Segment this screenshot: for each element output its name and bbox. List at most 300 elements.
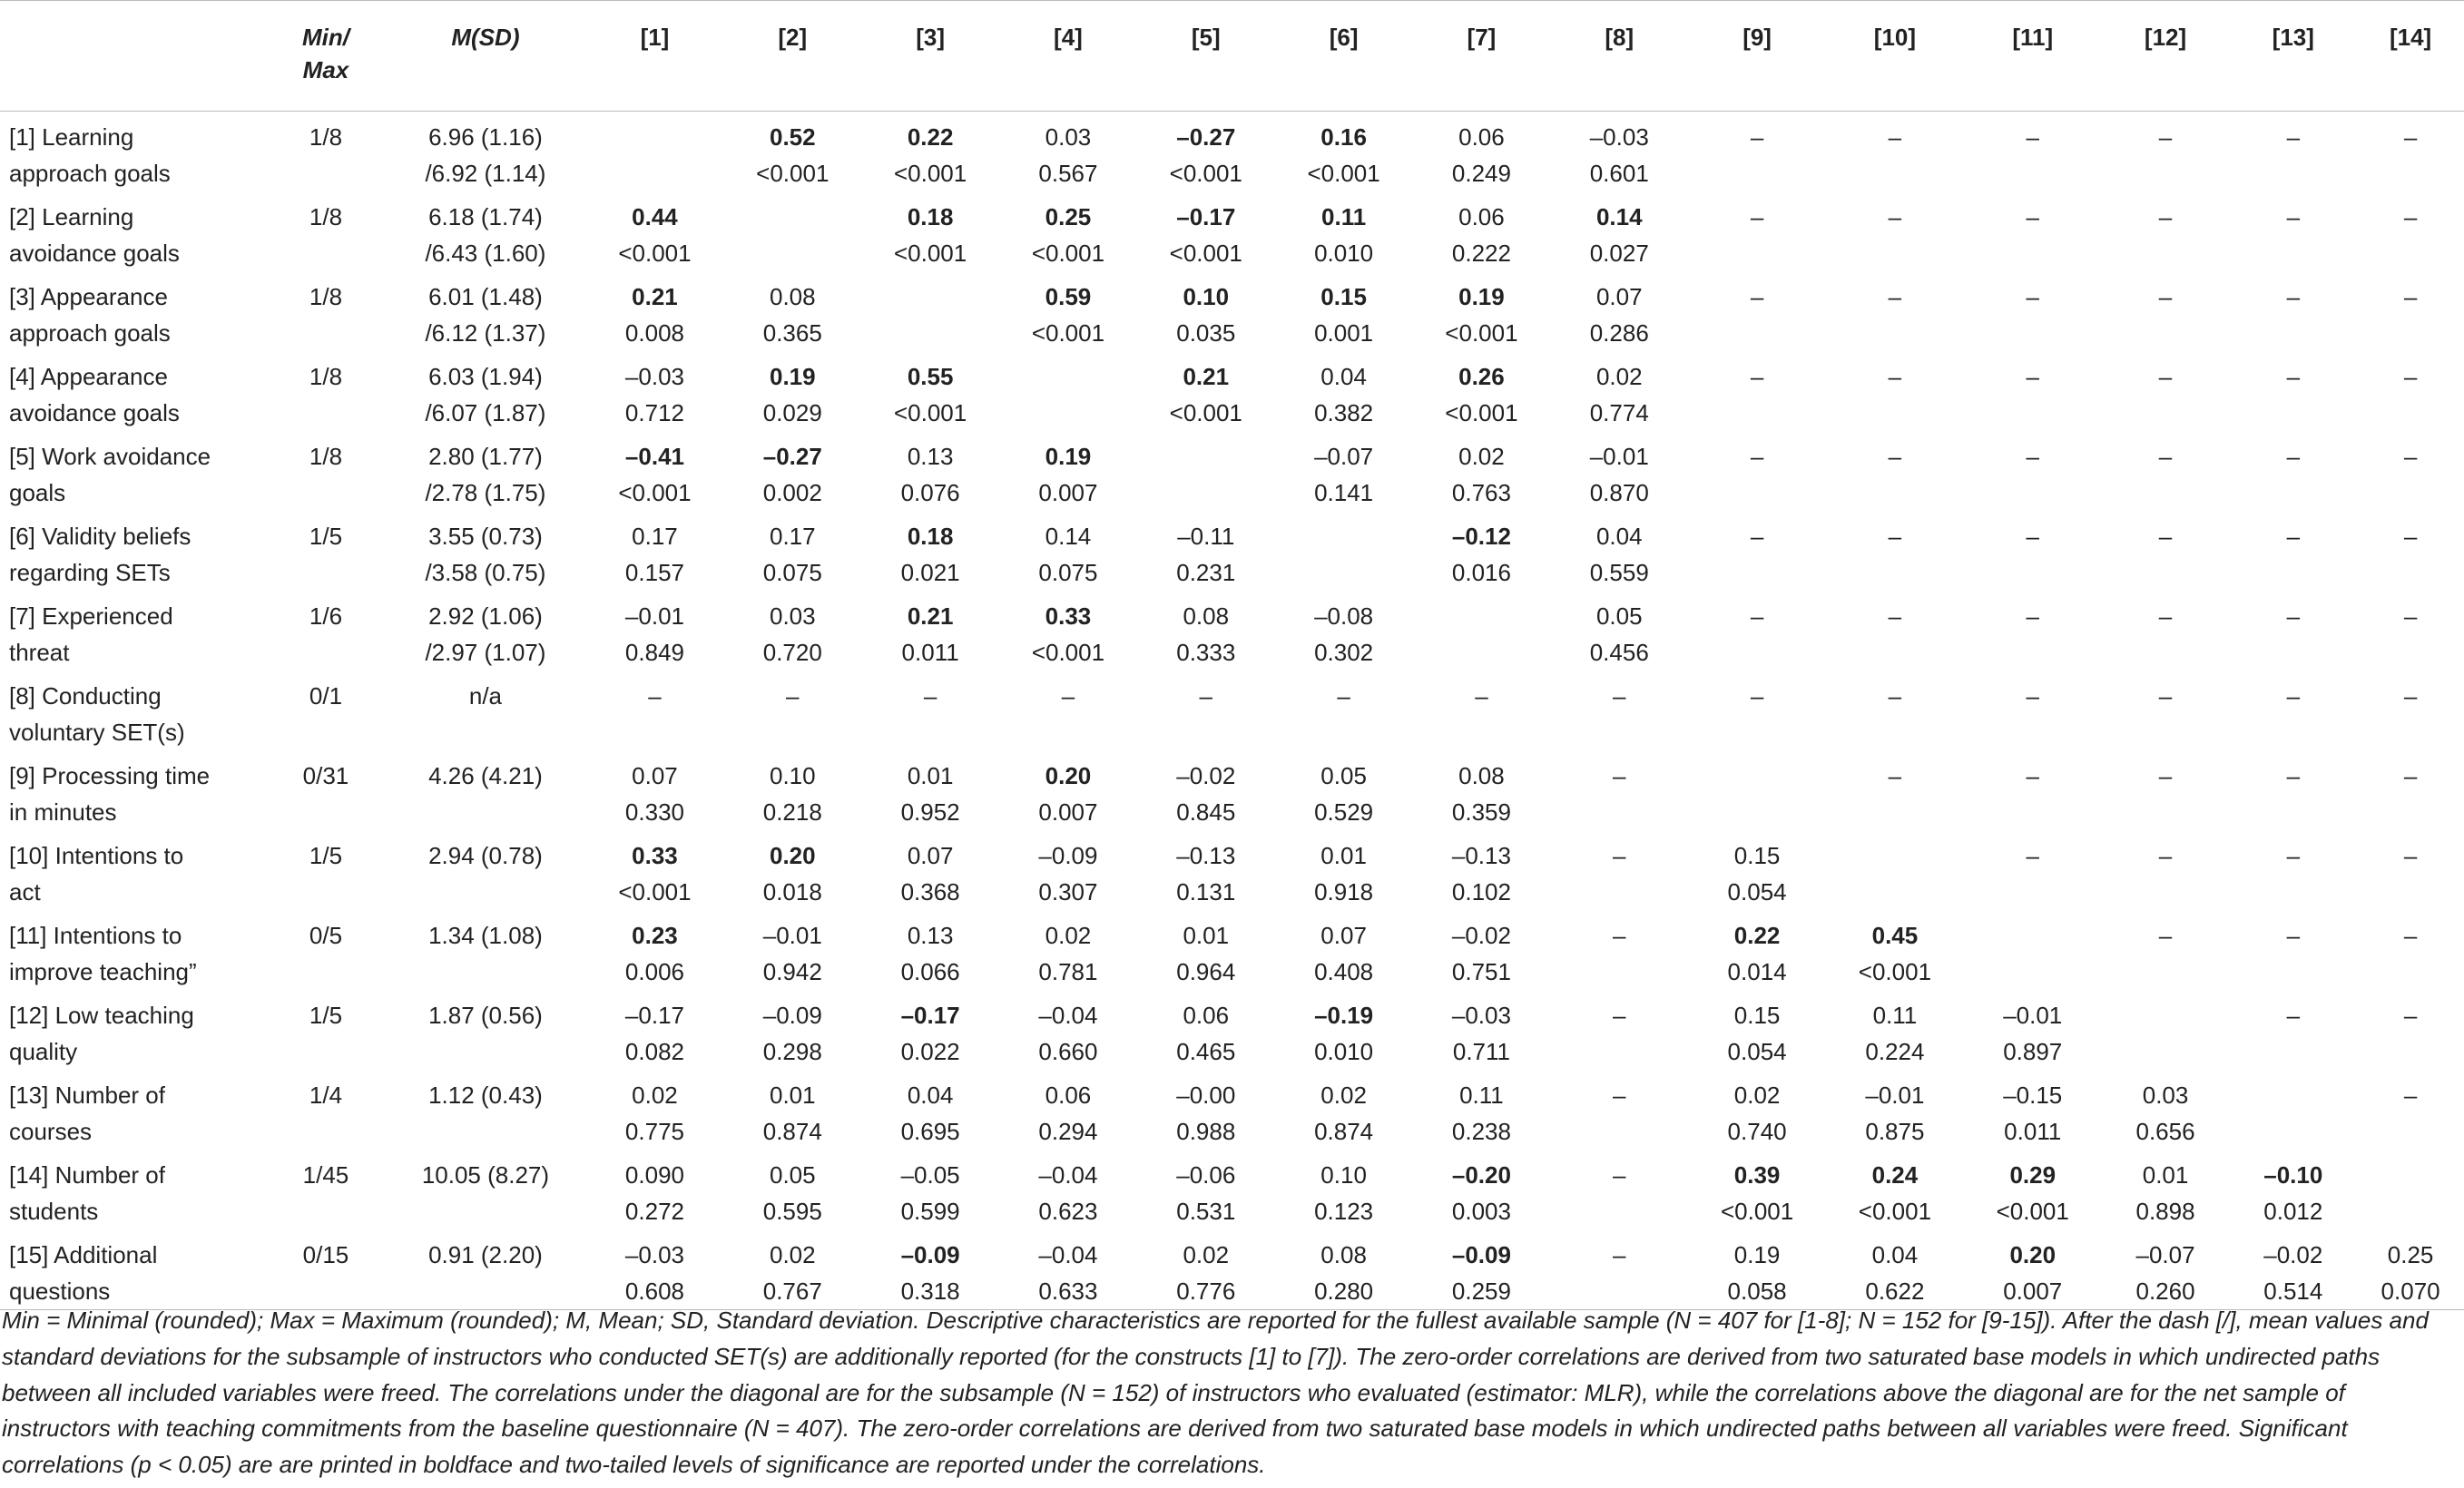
correlation-cell bbox=[723, 750, 861, 830]
correlation-value: – bbox=[1888, 283, 1902, 310]
correlation-cell bbox=[1413, 591, 1551, 671]
correlation-value: – bbox=[2403, 523, 2418, 550]
mean-sd-cell bbox=[385, 830, 585, 910]
row-label-line: [12] Low teaching bbox=[9, 1002, 194, 1029]
correlation-value: – bbox=[2026, 283, 2039, 310]
table-row bbox=[0, 750, 2464, 830]
header-col-12: [12] bbox=[2144, 24, 2187, 51]
row-label bbox=[0, 431, 267, 511]
correlation-cell bbox=[1550, 910, 1688, 990]
correlation-cell bbox=[861, 750, 999, 830]
mean-sd-subsample: /6.12 (1.37) bbox=[425, 319, 546, 347]
correlation-value: –0.02 bbox=[1451, 922, 1511, 949]
p-value: 0.382 bbox=[1314, 399, 1374, 426]
p-value: 0.157 bbox=[624, 559, 684, 586]
table-row bbox=[0, 591, 2464, 671]
header-variable bbox=[0, 1, 267, 112]
correlation-cell bbox=[1964, 112, 2102, 192]
correlation-cell bbox=[1137, 271, 1275, 351]
correlation-value: – bbox=[2158, 123, 2173, 151]
min-max-cell: 0/31 bbox=[302, 762, 349, 789]
p-value: <0.001 bbox=[1307, 160, 1380, 187]
correlation-cell bbox=[999, 671, 1137, 750]
correlation-cell bbox=[1688, 830, 1826, 910]
min-max-cell: 1/5 bbox=[309, 842, 343, 869]
correlation-cell bbox=[861, 1070, 999, 1150]
correlation-cell bbox=[2357, 271, 2464, 351]
correlation-cell bbox=[861, 351, 999, 431]
p-value: 0.302 bbox=[1314, 639, 1374, 666]
correlation-cell bbox=[1964, 191, 2102, 271]
correlation-value: 0.44 bbox=[632, 203, 678, 230]
p-value: 0.514 bbox=[2263, 1278, 2323, 1305]
min-max-cell: 1/45 bbox=[302, 1161, 349, 1189]
p-value: 0.001 bbox=[1314, 319, 1374, 347]
correlation-cell bbox=[1550, 591, 1688, 671]
correlation-value: 0.05 bbox=[1595, 602, 1643, 630]
min-max-cell: 1/8 bbox=[309, 363, 343, 390]
correlation-value: 0.15 bbox=[1733, 1002, 1781, 1029]
p-value: 0.102 bbox=[1451, 878, 1511, 906]
p-value: 0.218 bbox=[762, 798, 822, 826]
min-max-cell: 0/15 bbox=[302, 1241, 349, 1268]
header-col-11: [11] bbox=[2012, 24, 2054, 51]
correlation-cell bbox=[861, 191, 999, 271]
correlation-cell bbox=[723, 431, 861, 511]
correlation-value: 0.06 bbox=[1045, 1082, 1092, 1109]
correlation-value: 0.03 bbox=[769, 602, 816, 630]
correlation-value: 0.18 bbox=[907, 203, 954, 230]
correlation-value: – bbox=[2286, 363, 2301, 390]
p-value: 0.368 bbox=[900, 878, 960, 906]
min-max-cell: 1/5 bbox=[309, 523, 343, 550]
correlation-cell bbox=[723, 591, 861, 671]
correlation-value: 0.19 bbox=[1458, 283, 1505, 310]
correlation-cell bbox=[586, 112, 724, 192]
p-value: 0.010 bbox=[1314, 1038, 1374, 1065]
correlation-value: – bbox=[2403, 1082, 2418, 1109]
correlation-value: 0.01 bbox=[1320, 842, 1367, 869]
correlation-cell bbox=[861, 671, 999, 750]
p-value: 0.660 bbox=[1038, 1038, 1098, 1065]
row-label-line: [13] Number of bbox=[9, 1082, 165, 1109]
correlation-cell bbox=[1137, 191, 1275, 271]
correlation-cell bbox=[2229, 351, 2357, 431]
min-max-cell: 1/5 bbox=[309, 1002, 343, 1029]
correlation-cell bbox=[861, 591, 999, 671]
correlation-cell bbox=[2229, 990, 2357, 1070]
correlation-value: 0.08 bbox=[1320, 1241, 1367, 1268]
p-value: 0.007 bbox=[2003, 1278, 2063, 1305]
header-col-9: [9] bbox=[1742, 24, 1772, 51]
p-value: 0.027 bbox=[1589, 240, 1649, 267]
correlation-cell bbox=[1413, 1150, 1551, 1229]
row-label bbox=[0, 1229, 267, 1310]
p-value: 0.695 bbox=[900, 1118, 960, 1145]
p-value: 0.595 bbox=[762, 1198, 822, 1225]
header-col-1: [1] bbox=[640, 24, 670, 51]
row-label-line: [10] Intentions to bbox=[9, 842, 184, 869]
correlation-value: –0.08 bbox=[1314, 602, 1374, 630]
p-value: 0.076 bbox=[900, 479, 960, 506]
correlation-cell bbox=[1137, 1229, 1275, 1310]
p-value: 0.711 bbox=[1452, 1038, 1510, 1065]
p-value: 0.007 bbox=[1038, 479, 1098, 506]
correlation-value: –0.20 bbox=[1451, 1161, 1511, 1189]
correlation-value: – bbox=[1888, 203, 1902, 230]
correlation-value: 0.33 bbox=[632, 842, 678, 869]
correlation-cell bbox=[2102, 351, 2230, 431]
table-row bbox=[0, 271, 2464, 351]
correlation-cell bbox=[2102, 910, 2230, 990]
min-max-cell: 0/1 bbox=[309, 682, 343, 710]
p-value: 0.751 bbox=[1451, 958, 1511, 985]
correlation-cell bbox=[586, 351, 724, 431]
p-value: 0.898 bbox=[2135, 1198, 2195, 1225]
p-value: 0.870 bbox=[1589, 479, 1649, 506]
correlation-cell bbox=[2357, 750, 2464, 830]
correlation-cell bbox=[1964, 1070, 2102, 1150]
correlation-value: 0.19 bbox=[1733, 1241, 1781, 1268]
header-col-4: [4] bbox=[1054, 24, 1083, 51]
correlation-cell bbox=[586, 830, 724, 910]
correlation-value: –0.07 bbox=[1314, 443, 1374, 470]
row-label-line: [4] Appearance bbox=[9, 363, 168, 390]
correlation-cell bbox=[1413, 1229, 1551, 1310]
p-value: 0.874 bbox=[762, 1118, 822, 1145]
correlation-cell bbox=[1137, 1070, 1275, 1150]
correlation-cell bbox=[2229, 191, 2357, 271]
correlation-value: –0.01 bbox=[624, 602, 684, 630]
p-value: <0.001 bbox=[618, 878, 692, 906]
correlation-value: –0.03 bbox=[1451, 1002, 1511, 1029]
correlation-cell bbox=[1275, 830, 1413, 910]
mean-sd-cell bbox=[385, 1070, 585, 1150]
p-value: 0.918 bbox=[1314, 878, 1374, 906]
p-value: 0.456 bbox=[1589, 639, 1649, 666]
correlation-value: – bbox=[1750, 443, 1764, 470]
correlation-cell bbox=[1826, 431, 1964, 511]
p-value: 0.531 bbox=[1176, 1198, 1236, 1225]
correlation-value: – bbox=[1613, 682, 1626, 710]
correlation-cell bbox=[999, 750, 1137, 830]
correlation-value: – bbox=[1613, 922, 1626, 949]
p-value: 0.608 bbox=[624, 1278, 684, 1305]
correlation-cell bbox=[2102, 1229, 2230, 1310]
correlation-value: – bbox=[2026, 203, 2039, 230]
p-value: 0.008 bbox=[624, 319, 684, 347]
correlation-cell bbox=[1137, 112, 1275, 192]
correlation-value: 0.04 bbox=[1595, 523, 1643, 550]
row-label-line: [7] Experienced bbox=[9, 602, 173, 630]
mean-sd-full: 2.94 (0.78) bbox=[428, 842, 543, 869]
header-col-2: [2] bbox=[778, 24, 808, 51]
correlation-cell bbox=[1275, 1229, 1413, 1310]
correlation-cell bbox=[1413, 191, 1551, 271]
mean-sd-subsample: /6.43 (1.60) bbox=[425, 240, 546, 267]
correlation-cell bbox=[1826, 671, 1964, 750]
correlation-value: 0.02 bbox=[632, 1082, 678, 1109]
correlation-value: – bbox=[1613, 1002, 1626, 1029]
correlation-value: 0.04 bbox=[907, 1082, 954, 1109]
row-label-line: improve teaching” bbox=[9, 958, 197, 985]
correlation-value: 0.01 bbox=[907, 762, 954, 789]
row-label-line: [1] Learning bbox=[9, 123, 134, 151]
correlation-value: –0.04 bbox=[1038, 1002, 1098, 1029]
p-value: <0.001 bbox=[1031, 240, 1105, 267]
min-max-cell: 1/6 bbox=[309, 602, 343, 630]
correlation-cell bbox=[1275, 1070, 1413, 1150]
correlation-value: 0.18 bbox=[907, 523, 954, 550]
correlation-value: 0.090 bbox=[624, 1161, 684, 1189]
correlation-cell bbox=[1964, 830, 2102, 910]
p-value: 0.633 bbox=[1038, 1278, 1098, 1305]
correlation-cell bbox=[999, 830, 1137, 910]
mean-sd-full: 1.34 (1.08) bbox=[428, 922, 543, 949]
correlation-cell bbox=[2357, 671, 2464, 750]
p-value: 0.875 bbox=[1865, 1118, 1925, 1145]
correlation-value: 0.03 bbox=[1045, 123, 1092, 151]
correlation-cell bbox=[2102, 1070, 2230, 1150]
correlation-value: 0.29 bbox=[2009, 1161, 2057, 1189]
p-value: 0.767 bbox=[762, 1278, 822, 1305]
correlation-value: 0.20 bbox=[1045, 762, 1092, 789]
correlation-value: – bbox=[2158, 842, 2173, 869]
correlation-cell bbox=[1137, 1150, 1275, 1229]
correlation-cell bbox=[1275, 351, 1413, 431]
min-max-cell: 1/4 bbox=[309, 1082, 343, 1109]
correlation-cell bbox=[1550, 1150, 1688, 1229]
p-value: 0.011 bbox=[2004, 1118, 2062, 1145]
correlation-cell bbox=[1688, 271, 1826, 351]
correlation-cell bbox=[1137, 910, 1275, 990]
correlation-cell bbox=[723, 351, 861, 431]
p-value: 0.622 bbox=[1865, 1278, 1925, 1305]
mean-sd-full: 6.01 (1.48) bbox=[428, 283, 543, 310]
correlation-value: – bbox=[2158, 203, 2173, 230]
correlation-value: – bbox=[2286, 443, 2301, 470]
correlation-value: –0.01 bbox=[1865, 1082, 1925, 1109]
row-label bbox=[0, 511, 267, 591]
correlation-value: – bbox=[1061, 682, 1075, 710]
p-value: 0.623 bbox=[1038, 1198, 1098, 1225]
row-label bbox=[0, 830, 267, 910]
row-label bbox=[0, 351, 267, 431]
correlation-value: 0.10 bbox=[1320, 1161, 1367, 1189]
mean-sd-subsample: /6.07 (1.87) bbox=[425, 399, 546, 426]
p-value: 0.849 bbox=[624, 639, 684, 666]
correlation-cell bbox=[2102, 112, 2230, 192]
correlation-cell bbox=[1826, 990, 1964, 1070]
correlation-cell bbox=[2357, 112, 2464, 192]
p-value: <0.001 bbox=[1996, 1198, 2069, 1225]
header-row bbox=[0, 1, 2464, 112]
row-label-line: voluntary SET(s) bbox=[9, 719, 185, 746]
correlation-cell bbox=[1550, 990, 1688, 1070]
correlation-cell bbox=[861, 431, 999, 511]
correlation-value: – bbox=[1750, 283, 1764, 310]
table-row bbox=[0, 1229, 2464, 1310]
correlation-cell bbox=[2102, 191, 2230, 271]
correlation-cell bbox=[1275, 591, 1413, 671]
mean-sd-cell bbox=[385, 112, 585, 192]
correlation-value: –0.00 bbox=[1176, 1082, 1236, 1109]
correlation-value: –0.11 bbox=[1177, 523, 1235, 550]
table-row bbox=[0, 1070, 2464, 1150]
p-value: 0.964 bbox=[1176, 958, 1236, 985]
correlation-value: 0.05 bbox=[1320, 762, 1367, 789]
p-value: <0.001 bbox=[618, 479, 692, 506]
p-value: 0.529 bbox=[1314, 798, 1374, 826]
p-value: 0.333 bbox=[1176, 639, 1236, 666]
correlation-cell bbox=[1826, 511, 1964, 591]
row-label-line: avoidance goals bbox=[9, 399, 180, 426]
correlation-value: 0.21 bbox=[907, 602, 954, 630]
correlation-cell bbox=[861, 830, 999, 910]
correlation-value: – bbox=[1750, 602, 1764, 630]
correlation-cell bbox=[2229, 1229, 2357, 1310]
header-col-13: [13] bbox=[2272, 24, 2314, 51]
p-value: <0.001 bbox=[1169, 240, 1242, 267]
correlation-cell bbox=[999, 271, 1137, 351]
row-label-line: [5] Work avoidance bbox=[9, 443, 211, 470]
correlation-cell bbox=[1137, 351, 1275, 431]
correlation-cell bbox=[2102, 750, 2230, 830]
mean-sd-cell bbox=[385, 671, 585, 750]
correlation-value: – bbox=[2403, 1002, 2418, 1029]
correlation-value: – bbox=[1888, 602, 1902, 630]
correlation-value: – bbox=[1888, 762, 1902, 789]
correlation-cell bbox=[2229, 1150, 2357, 1229]
mean-sd-full: n/a bbox=[468, 682, 503, 710]
correlation-cell bbox=[1413, 1070, 1551, 1150]
p-value: 0.763 bbox=[1451, 479, 1511, 506]
correlation-cell bbox=[1413, 990, 1551, 1070]
p-value: 0.897 bbox=[2003, 1038, 2063, 1065]
correlation-value: –0.03 bbox=[1589, 123, 1649, 151]
correlation-cell bbox=[1413, 750, 1551, 830]
correlation-value: – bbox=[2286, 283, 2301, 310]
correlation-cell bbox=[1275, 511, 1413, 591]
header-col-8: [8] bbox=[1605, 24, 1634, 51]
correlation-value: – bbox=[2403, 363, 2418, 390]
correlation-value: – bbox=[2158, 523, 2173, 550]
p-value: 0.952 bbox=[900, 798, 960, 826]
correlation-value: – bbox=[2026, 123, 2039, 151]
p-value: <0.001 bbox=[1031, 639, 1105, 666]
correlation-value: – bbox=[2286, 682, 2301, 710]
correlation-cell bbox=[999, 1150, 1137, 1229]
mean-sd-full: 6.03 (1.94) bbox=[428, 363, 543, 390]
correlation-value: 0.17 bbox=[769, 523, 816, 550]
table-row bbox=[0, 1150, 2464, 1229]
correlation-value: 0.04 bbox=[1871, 1241, 1919, 1268]
correlation-value: – bbox=[2026, 602, 2039, 630]
mean-sd-cell bbox=[385, 431, 585, 511]
correlation-value: – bbox=[2158, 443, 2173, 470]
correlation-cell bbox=[1413, 351, 1551, 431]
correlation-value: 0.14 bbox=[1595, 203, 1643, 230]
p-value: 0.599 bbox=[900, 1198, 960, 1225]
mean-sd-full: 2.92 (1.06) bbox=[428, 602, 543, 630]
correlation-value: 0.10 bbox=[769, 762, 816, 789]
table-row bbox=[0, 671, 2464, 750]
correlation-cell bbox=[861, 1229, 999, 1310]
correlation-value: 0.02 bbox=[1458, 443, 1505, 470]
p-value: 0.280 bbox=[1314, 1278, 1374, 1305]
correlation-value: –0.09 bbox=[1451, 1241, 1511, 1268]
correlation-cell bbox=[1275, 910, 1413, 990]
p-value: 0.054 bbox=[1727, 1038, 1787, 1065]
correlation-value: –0.15 bbox=[2003, 1082, 2063, 1109]
correlation-cell bbox=[1550, 511, 1688, 591]
p-value: 0.359 bbox=[1451, 798, 1511, 826]
p-value: 0.845 bbox=[1176, 798, 1236, 826]
correlation-value: – bbox=[1613, 842, 1626, 869]
correlation-value: – bbox=[2403, 922, 2418, 949]
correlation-value: 0.16 bbox=[1320, 123, 1367, 151]
header-mean-sd: M(SD) bbox=[451, 24, 520, 51]
mean-sd-cell bbox=[385, 351, 585, 431]
correlation-value: – bbox=[2403, 443, 2418, 470]
p-value: 0.942 bbox=[762, 958, 822, 985]
correlation-cell bbox=[1688, 750, 1826, 830]
correlation-cell bbox=[1137, 990, 1275, 1070]
correlation-cell bbox=[1137, 591, 1275, 671]
mean-sd-cell bbox=[385, 1229, 585, 1310]
correlation-cell bbox=[2102, 591, 2230, 671]
correlation-value: 0.15 bbox=[1320, 283, 1367, 310]
p-value: 0.002 bbox=[762, 479, 822, 506]
min-max-cell: 1/8 bbox=[309, 203, 343, 230]
correlation-cell bbox=[586, 910, 724, 990]
correlation-cell bbox=[1826, 910, 1964, 990]
p-value: <0.001 bbox=[618, 240, 692, 267]
correlation-cell bbox=[586, 990, 724, 1070]
mean-sd-full: 6.18 (1.74) bbox=[428, 203, 543, 230]
p-value: <0.001 bbox=[893, 240, 967, 267]
p-value: 0.249 bbox=[1451, 160, 1511, 187]
correlation-value: – bbox=[2403, 762, 2418, 789]
mean-sd-subsample: /6.92 (1.14) bbox=[425, 160, 546, 187]
correlation-value: –0.02 bbox=[1176, 762, 1236, 789]
correlation-cell bbox=[1826, 112, 1964, 192]
correlation-value: 0.08 bbox=[1183, 602, 1230, 630]
correlation-cell bbox=[586, 750, 724, 830]
correlation-cell bbox=[723, 1229, 861, 1310]
correlation-cell bbox=[2229, 910, 2357, 990]
correlation-value: 0.13 bbox=[907, 922, 954, 949]
correlation-value: 0.02 bbox=[1183, 1241, 1230, 1268]
correlation-cell bbox=[861, 1150, 999, 1229]
row-label-line: in minutes bbox=[9, 798, 117, 826]
mean-sd-full: 6.96 (1.16) bbox=[428, 123, 543, 151]
correlation-value: – bbox=[2286, 602, 2301, 630]
correlation-cell bbox=[586, 271, 724, 351]
correlation-value: –0.01 bbox=[2003, 1002, 2063, 1029]
correlation-cell bbox=[1413, 671, 1551, 750]
p-value: <0.001 bbox=[1445, 319, 1518, 347]
correlation-cell bbox=[2357, 1150, 2464, 1229]
correlation-cell bbox=[1275, 271, 1413, 351]
correlation-value: –0.19 bbox=[1314, 1002, 1374, 1029]
correlation-value: 0.05 bbox=[769, 1161, 816, 1189]
correlation-cell bbox=[1413, 271, 1551, 351]
p-value: <0.001 bbox=[1031, 319, 1105, 347]
correlation-cell bbox=[999, 990, 1137, 1070]
correlation-cell bbox=[1826, 351, 1964, 431]
correlation-value: –0.03 bbox=[624, 1241, 684, 1268]
